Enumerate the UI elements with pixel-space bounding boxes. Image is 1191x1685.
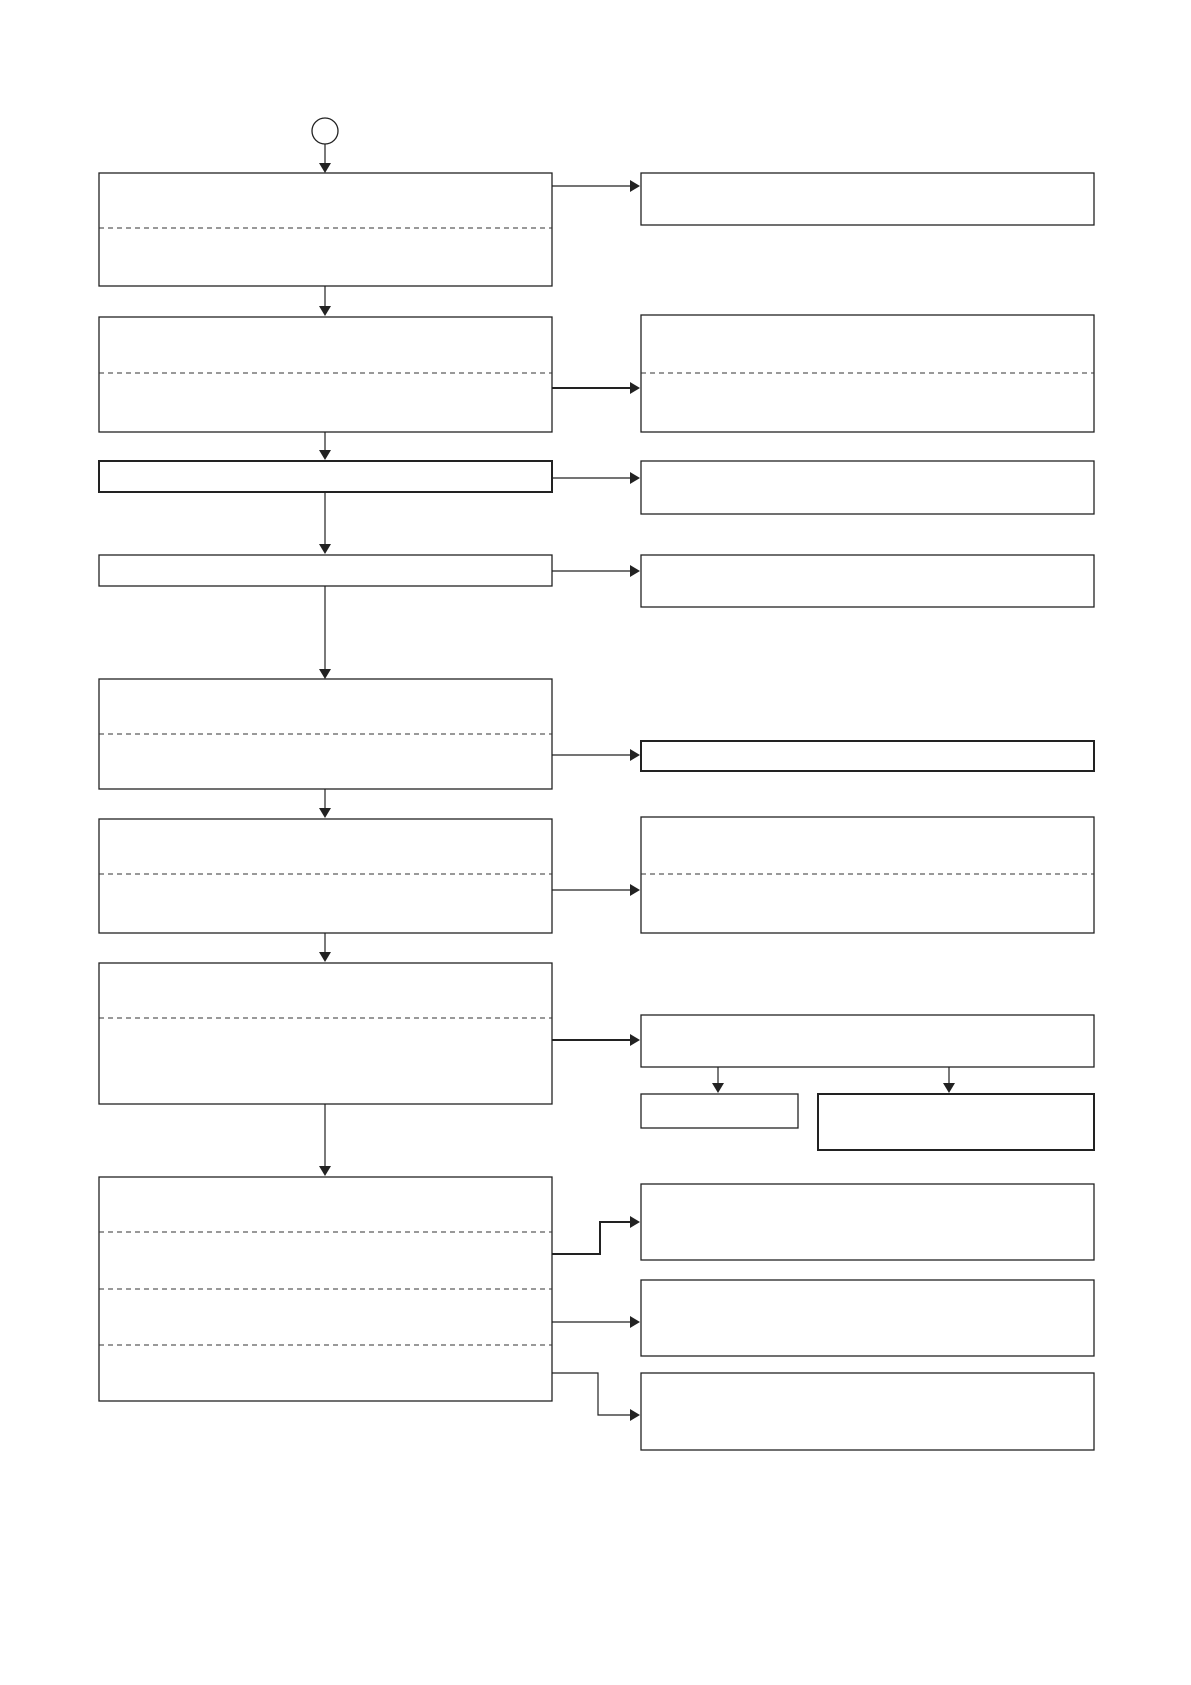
connector-step-8-result-8a bbox=[552, 1222, 630, 1254]
result-4-box bbox=[641, 555, 1094, 607]
result-7a-box bbox=[641, 1094, 798, 1128]
result-5-box bbox=[641, 741, 1094, 771]
arrowhead bbox=[630, 884, 640, 896]
start-connector bbox=[312, 118, 338, 144]
arrowhead bbox=[319, 1166, 331, 1176]
arrowhead bbox=[319, 952, 331, 962]
result-1-box bbox=[641, 173, 1094, 225]
step-1-box bbox=[99, 173, 552, 286]
step-3-box bbox=[99, 461, 552, 492]
step-6-box bbox=[99, 819, 552, 933]
arrowhead bbox=[712, 1083, 724, 1093]
step-4-box bbox=[99, 555, 552, 586]
arrowhead bbox=[630, 472, 640, 484]
arrowhead bbox=[630, 180, 640, 192]
arrowhead bbox=[630, 1034, 640, 1046]
connector-step-8-result-8c bbox=[552, 1373, 630, 1415]
result-6-box bbox=[641, 817, 1094, 933]
step-2-box bbox=[99, 317, 552, 432]
step-7-box bbox=[99, 963, 552, 1104]
arrowhead bbox=[319, 306, 331, 316]
result-7b-box bbox=[818, 1094, 1094, 1150]
arrowhead bbox=[630, 565, 640, 577]
arrowhead bbox=[319, 450, 331, 460]
result-7-box bbox=[641, 1015, 1094, 1067]
arrowhead bbox=[630, 382, 640, 394]
result-8b-box bbox=[641, 1280, 1094, 1356]
arrowhead bbox=[630, 1216, 640, 1228]
result-8c-box bbox=[641, 1373, 1094, 1450]
arrowhead bbox=[630, 749, 640, 761]
arrowhead bbox=[319, 544, 331, 554]
result-8a-box bbox=[641, 1184, 1094, 1260]
arrowhead bbox=[630, 1409, 640, 1421]
arrowhead bbox=[319, 669, 331, 679]
result-3-box bbox=[641, 461, 1094, 514]
arrowhead bbox=[630, 1316, 640, 1328]
arrowhead bbox=[319, 163, 331, 173]
arrowhead bbox=[943, 1083, 955, 1093]
arrowhead bbox=[319, 808, 331, 818]
